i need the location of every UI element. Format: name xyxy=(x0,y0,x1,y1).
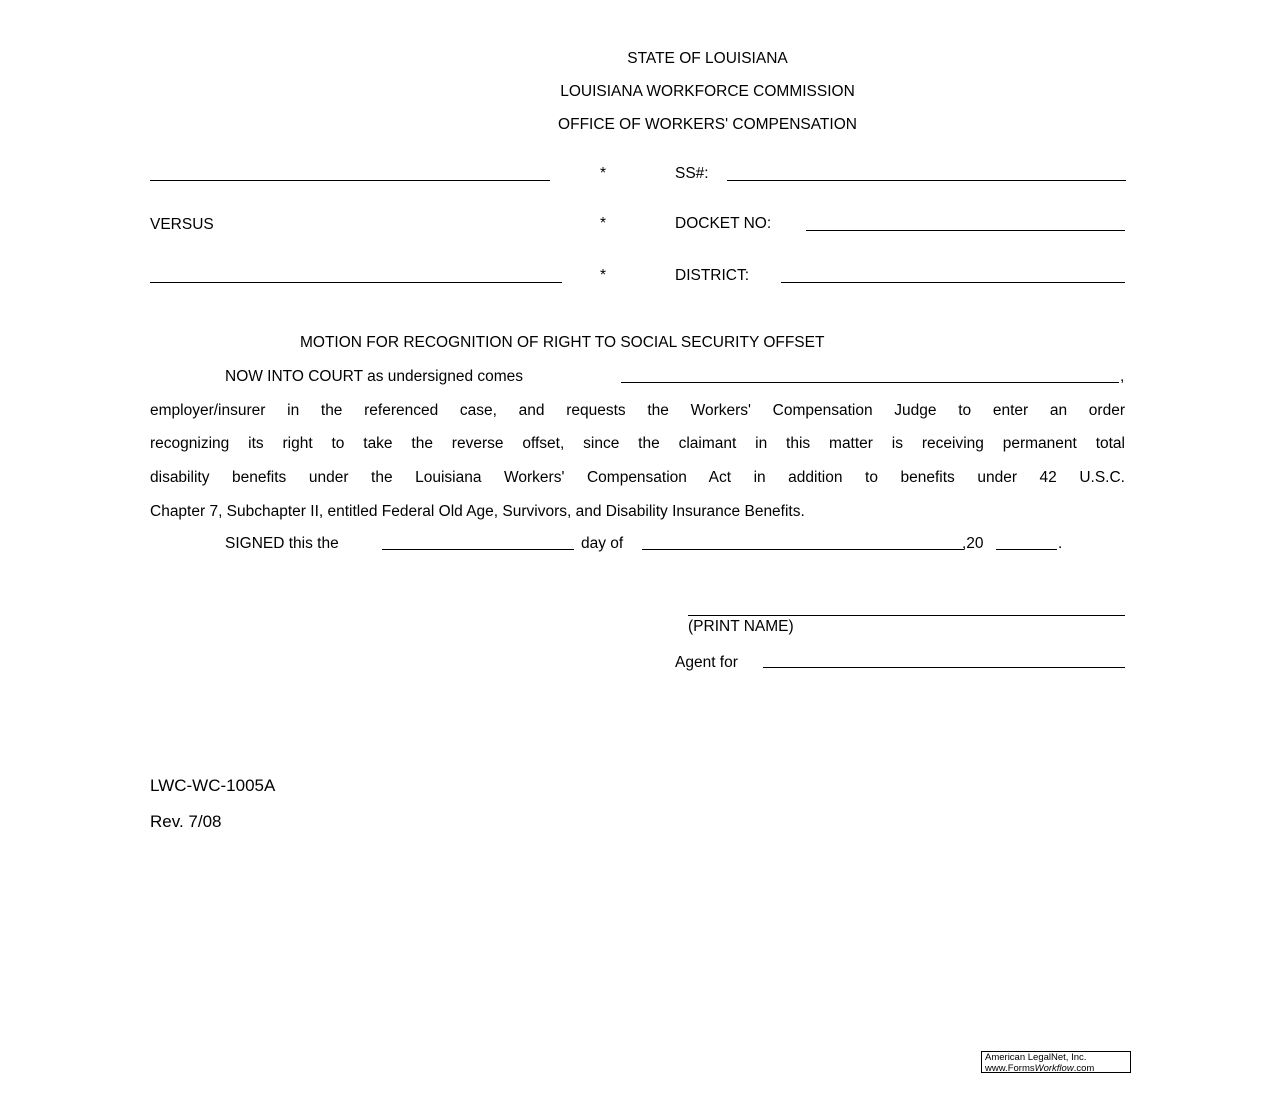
signed-day-line[interactable] xyxy=(382,549,574,550)
versus-label: VERSUS xyxy=(150,216,214,233)
motion-intro-comma: , xyxy=(1120,368,1125,385)
district-line[interactable] xyxy=(781,282,1125,283)
caption-star-1: * xyxy=(600,165,607,182)
legalnet-badge xyxy=(981,1051,1131,1073)
claimant-name-line[interactable] xyxy=(150,180,550,181)
employer-insurer-line[interactable] xyxy=(621,382,1119,383)
ss-label: SS#: xyxy=(675,165,709,182)
form-revision: Rev. 7/08 xyxy=(150,812,222,831)
header-state: STATE OF LOUISIANA xyxy=(627,50,788,67)
caption-star-2: * xyxy=(600,215,607,232)
motion-line-3: recognizing its right to take the reverse offset, since the claimant in this matter is receiving permanent total xyxy=(150,435,1125,452)
signed-day-of: day of xyxy=(581,535,624,552)
signed-end: . xyxy=(1058,535,1063,552)
header-office: OFFICE OF WORKERS' COMPENSATION xyxy=(558,116,857,133)
motion-line-5: Chapter 7, Subchapter II, entitled Federal Old Age, Survivors, and Disability Insurance Benefits. xyxy=(150,503,805,520)
employer-name-line[interactable] xyxy=(150,282,562,283)
docket-number-line[interactable] xyxy=(806,230,1125,231)
ss-number-line[interactable] xyxy=(727,180,1126,181)
caption-star-3: * xyxy=(600,267,607,284)
agent-for-label: Agent for xyxy=(675,654,738,671)
signed-prefix: SIGNED this the xyxy=(225,535,339,552)
badge-line-2 xyxy=(985,1064,1130,1075)
badge-url-b: Workflow xyxy=(1034,1062,1074,1074)
motion-intro-text: NOW INTO COURT as undersigned comes xyxy=(225,368,524,385)
print-name-label: (PRINT NAME) xyxy=(688,618,794,635)
motion-intro xyxy=(225,368,523,386)
docket-label: DOCKET NO: xyxy=(675,215,772,232)
badge-url-a: www.Forms xyxy=(985,1062,1035,1074)
signature-line[interactable] xyxy=(688,615,1125,616)
motion-title: MOTION FOR RECOGNITION OF RIGHT TO SOCIAL SECURITY OFFSET xyxy=(300,334,825,351)
signed-year-prefix: ,20 xyxy=(962,535,984,552)
motion-line-4: disability benefits under the Louisiana Workers' Compensation Act in addition to benefits under 42 U.S.C. xyxy=(150,469,1125,486)
signed-month-line[interactable] xyxy=(642,549,964,550)
motion-line-2: employer/insurer in the referenced case, and requests the Workers' Compensation Judge to enter an order xyxy=(150,402,1125,419)
agent-for-line[interactable] xyxy=(763,667,1125,668)
badge-line-1: American LegalNet, Inc. xyxy=(985,1052,1087,1063)
header-commission: LOUISIANA WORKFORCE COMMISSION xyxy=(560,83,855,100)
form-number: LWC-WC-1005A xyxy=(150,776,276,795)
district-label: DISTRICT: xyxy=(675,267,750,284)
signed-year-line[interactable] xyxy=(996,549,1057,550)
badge-url-c: .com xyxy=(1073,1062,1095,1074)
